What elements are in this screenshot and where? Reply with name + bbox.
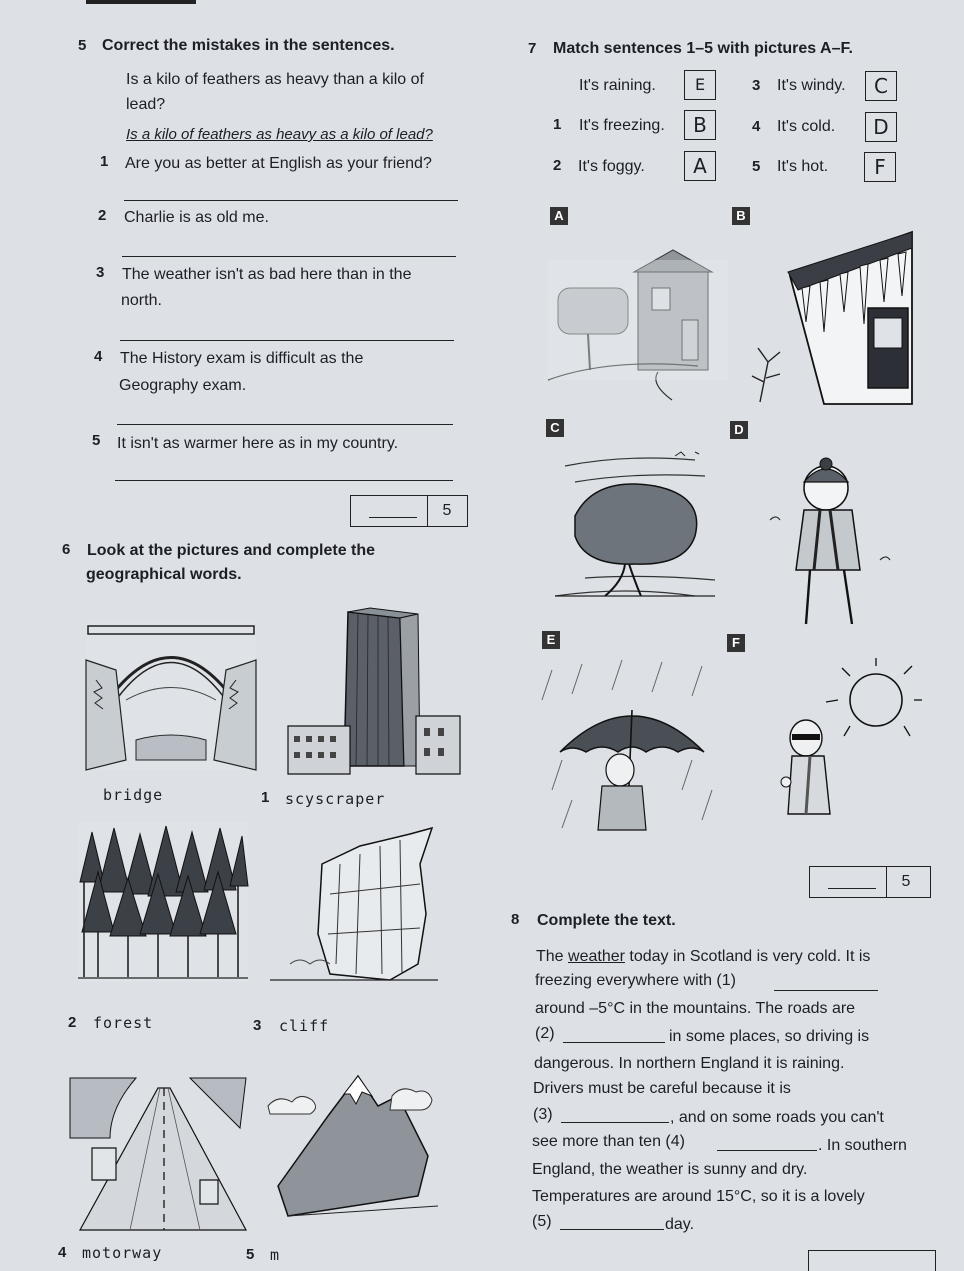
ex5-example-line1: Is a kilo of feathers as heavy than a kilo of [126,71,424,88]
ex6-word-num: 1 [261,789,270,806]
ex8-text: day. [665,1216,695,1233]
ex7-item-num: 1 [553,116,562,133]
ex5-item-num: 1 [100,153,109,170]
sun-hot-icon [770,664,920,824]
ex8-text: The [536,948,569,965]
score-total: 5 [442,502,452,519]
score-total: 5 [901,873,911,890]
frozen-house-icon [740,232,916,404]
picture-label: E [542,631,560,649]
ex6-word: scyscraper [285,790,386,808]
picture-label: A [550,207,568,225]
ex7-item-num: 5 [752,158,761,175]
bridge-icon [86,620,256,770]
ex8-title: Complete the text. [537,912,676,929]
ex6-word-num: 5 [246,1246,255,1263]
ex5-answer-line-3[interactable] [120,340,454,341]
ex6-word: forest [93,1014,154,1032]
ex8-text: in some places, so driving is [669,1028,870,1045]
ex5-answer-line-2[interactable] [122,256,456,257]
motorway-icon [70,1068,246,1230]
ex7-item-text: It's freezing. [579,117,665,134]
ex5-item-text: Are you as better at English as your friend? [125,155,432,172]
ex7-answer-box[interactable]: C [865,71,897,101]
ex6-title-line2: geographical words. [86,566,242,583]
ex5-answer-line-4[interactable] [117,424,453,425]
ex7-answer-box[interactable]: A [684,151,716,181]
ex8-number: 8 [511,911,520,928]
ex6-word-num: 3 [253,1017,262,1034]
ex6-title-line1: Look at the pictures and complete the [87,542,376,559]
score-blank[interactable] [351,496,428,526]
ex7-item-text: It's foggy. [578,158,645,175]
ex5-example-line2: lead? [126,96,166,113]
ex7-number: 7 [528,40,537,57]
cold-person-icon [760,460,900,630]
ex5-item-num: 3 [96,264,105,281]
ex5-score-box[interactable] [350,495,468,527]
rain-umbrella-icon [542,660,722,830]
ex8-text: , and on some roads you can't [670,1109,884,1126]
ex8-gap-3[interactable] [561,1122,669,1123]
ex5-item-num: 2 [98,207,107,224]
top-edge [86,0,196,4]
ex5-item-text-cont: Geography exam. [119,377,247,394]
ex5-item-text: The weather isn't as bad here than in the [122,266,412,283]
picture-label: C [546,419,564,437]
ex5-answer-line-1[interactable] [124,200,458,201]
ex6-word: bridge [103,786,164,804]
ex8-gap-1[interactable] [774,990,878,991]
picture-label: B [732,207,750,225]
ex7-item-num: 4 [752,118,761,135]
ex5-answer-line-5[interactable] [115,480,453,481]
ex8-text: . In southern [818,1137,907,1154]
ex7-score-box[interactable] [809,866,931,898]
ex8-score-box-partial[interactable] [808,1250,936,1271]
ex7-answer-box[interactable]: D [865,112,897,142]
forest-icon [78,822,248,982]
ex7-item-text: It's hot. [777,158,829,175]
ex7-item-text: It's raining. [579,77,656,94]
windy-tree-icon [545,446,725,616]
ex7-item-num: 3 [752,77,761,94]
foggy-house-icon [548,240,728,400]
ex8-text: today in Scotland is very cold. It is [624,948,871,965]
ex7-item-num: 2 [553,157,562,174]
ex8-text: see more than ten (4) [532,1133,685,1150]
ex6-word-num: 4 [58,1244,67,1261]
ex8-text: (2) [535,1025,555,1042]
ex5-title: Correct the mistakes in the sentences. [102,37,395,54]
ex8-text: dangerous. In northern England it is raining. [534,1055,845,1072]
ex8-text: England, the weather is sunny and dry. [532,1161,808,1178]
ex6-word: cliff [279,1017,330,1035]
ex5-example-answer: Is a kilo of feathers as heavy as a kilo of lead? [126,126,433,143]
ex7-answer-box[interactable]: E [684,70,716,100]
ex8-gap-5[interactable] [560,1229,664,1230]
ex5-number: 5 [78,37,87,54]
ex6-number: 6 [62,541,71,558]
ex7-title: Match sentences 1–5 with pictures A–F. [553,40,853,57]
skyscraper-icon [288,606,460,774]
ex5-item-num: 5 [92,432,101,449]
ex8-gap-2[interactable] [563,1042,665,1043]
ex5-item-text-cont: north. [121,292,162,309]
ex7-answer-box[interactable]: B [684,110,716,140]
mountain-icon [268,1066,438,1228]
score-blank[interactable] [810,867,887,897]
ex8-text: around –5°C in the mountains. The roads are [535,1000,856,1017]
ex5-item-num: 4 [94,348,103,365]
ex8-example-word: weather [568,948,625,965]
ex6-word: m [270,1246,281,1264]
ex7-answer-box[interactable]: F [864,152,896,182]
picture-label: D [730,421,748,439]
cliff-icon [270,824,438,984]
ex6-word-num: 2 [68,1014,77,1031]
ex8-gap-4[interactable] [717,1150,817,1151]
ex8-text: Drivers must be careful because it is [533,1080,791,1097]
ex8-text: (5) [532,1213,552,1230]
ex5-item-text: Charlie is as old me. [124,209,269,226]
ex5-item-text: The History exam is difficult as the [120,350,364,367]
ex8-text: Temperatures are around 15°C, so it is a lovely [532,1188,865,1205]
ex7-item-text: It's cold. [777,118,836,135]
ex5-item-text: It isn't as warmer here as in my country. [117,435,399,452]
ex8-line [536,948,870,966]
ex6-word: motorway [82,1244,163,1262]
ex8-text: (3) [533,1106,553,1123]
ex7-item-text: It's windy. [777,77,846,94]
ex8-text: freezing everywhere with (1) [535,972,736,989]
picture-label: F [727,634,745,652]
